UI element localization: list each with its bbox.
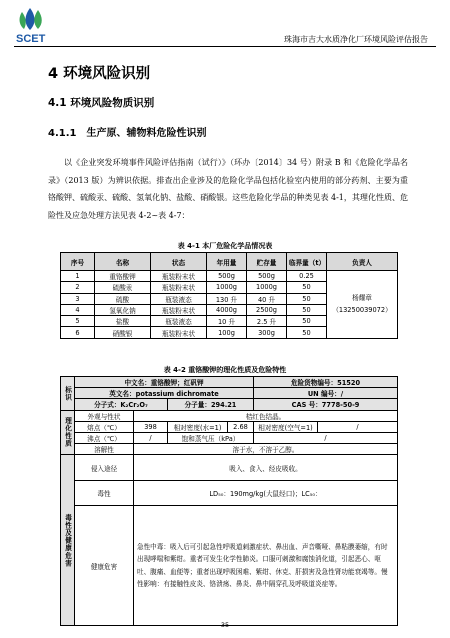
header-divider	[14, 46, 436, 47]
health-hazard-value: 急性中毒：吸入后可引起急性呼吸道刺激症状、鼻出血、声音嘶哑、鼻粘膜萎缩，有时出现哮喘和紫绀。重者可发生化学性肺炎。口服可刺激和腐蚀消化道，引起恶心、呕吐、腹痛、血便等；重者出现呼吸困难、紫绀、休克、肝损害及急性肾功能衰竭等。慢性影响：有接触性皮炎、铬溃疡、鼻炎、鼻中隔穿孔及呼吸道炎症等。	[134, 506, 398, 626]
responsible-phone: （13250039072）	[332, 306, 392, 315]
section-label-toxicity: 毒性及健康危害	[61, 455, 75, 626]
table-cell: 6	[61, 327, 95, 338]
table-cell: 2.5 升	[247, 316, 287, 327]
density-label: 相对密度(水=1)	[168, 421, 228, 432]
table-cell: 瓶装液态	[151, 293, 207, 304]
table1-caption: 表 4-1 本厂危险化学品情况表	[177, 242, 273, 250]
subsection-number: 4.1.1	[48, 128, 77, 139]
table-cell: 重铬酸钾	[95, 271, 151, 282]
section-label-physical: 理化性质	[61, 410, 75, 455]
table-cell: 500g	[247, 271, 287, 282]
table-cell: 1	[61, 271, 95, 282]
melting-point-value: 398	[134, 421, 168, 432]
table-cell: 氢氧化钠	[95, 304, 151, 315]
table-cell: 1000g	[247, 282, 287, 293]
table-cell: 瓶装粉末状	[151, 271, 207, 282]
responsible-name: 杨耀章	[352, 294, 372, 303]
melting-point-label: 熔点（℃）	[75, 421, 134, 432]
table-cell: 硫酸	[95, 293, 151, 304]
section-label-identification: 标识	[61, 377, 75, 411]
vapor-density-label: 相对密度(空气=1)	[254, 421, 318, 432]
table-cell: 1000g	[207, 282, 247, 293]
vapor-pressure-label: 饱和蒸气压（kPa）	[168, 432, 254, 443]
solubility-value: 溶于水，不溶于乙醇。	[134, 444, 398, 455]
table-cell: 50	[287, 293, 327, 304]
appearance-label: 外观与性状	[75, 410, 134, 421]
table-cell: 500g	[207, 271, 247, 282]
boiling-point-label: 沸点（℃）	[75, 432, 134, 443]
molecular-weight-cell: 分子量：294.21	[168, 399, 254, 410]
subsection-heading	[48, 124, 206, 139]
table-cell: 2	[61, 282, 95, 293]
toxicity-value: LD₅₀：190mg/kg(大鼠经口)；LC₅₀：	[134, 480, 398, 506]
table-cell: 硫酸汞	[95, 282, 151, 293]
body-paragraph: 以《企业突发环境事件风险评估指南（试行）》（环办〔2014〕34 号）附录 B 和《危险化学品名录》（2013 版）为辨识依据。排查出企业涉及的危险化学品包括化验室内使用的部分药剂、主要为重铬酸钾、硫酸汞、硫酸、氢氧化钠、盐酸、硝酸银。这些危险化学品的种类见表 4-1，其理化性质、危险性及应急处理方法见表 4-2~表 4-7：	[48, 158, 408, 220]
boiling-point-value: /	[134, 432, 168, 443]
route-label: 侵入途径	[75, 455, 134, 481]
header-title: 珠海市吉大水质净化厂环境风险评估报告	[284, 35, 428, 44]
formula-cell: 分子式：K₂Cr₂O₇	[75, 399, 168, 410]
table-row	[61, 480, 398, 506]
table-cell: 4	[61, 304, 95, 315]
potassium-dichromate-properties-table	[60, 376, 398, 626]
table-row	[61, 399, 398, 410]
chapter-heading: 4 环境风险识别	[48, 66, 151, 82]
col-header: 状态	[151, 253, 207, 271]
col-header: 负责人	[327, 253, 398, 271]
table-cell: 50	[287, 282, 327, 293]
table-cell: 瓶装粉末状	[151, 327, 207, 338]
hazardous-chemicals-table	[60, 252, 398, 339]
section-heading: 4.1 环境风险物质识别	[48, 97, 155, 109]
dangerous-goods-number-cell: 危险货物编号：51520	[254, 377, 398, 388]
table-row	[61, 421, 398, 432]
page-number: 35	[220, 621, 230, 629]
table-cell: 硝酸银	[95, 327, 151, 338]
table-cell: 100g	[207, 327, 247, 338]
col-header: 名称	[95, 253, 151, 271]
table-row	[61, 271, 398, 282]
table-row	[61, 455, 398, 481]
table-cell: 0.25	[287, 271, 327, 282]
col-header: 临界量（t）	[287, 253, 327, 271]
table-cell: 50	[287, 316, 327, 327]
responsible-person-cell	[327, 271, 398, 339]
table-cell: 2500g	[247, 304, 287, 315]
table-header-row	[61, 253, 398, 271]
table-cell: 4000g	[207, 304, 247, 315]
table-cell: 瓶装粉末状	[151, 304, 207, 315]
table-row	[61, 444, 398, 455]
table-cell: 300g	[247, 327, 287, 338]
appearance-value: 桔红色结晶。	[134, 410, 398, 421]
table-cell: 瓶装液态	[151, 316, 207, 327]
route-value: 吸入、食入、经皮吸收。	[134, 455, 398, 481]
table-cell: 40 升	[247, 293, 287, 304]
subsection-title: 生产原、辅物料危险性识别	[86, 128, 207, 139]
table-cell: 3	[61, 293, 95, 304]
vapor-pressure-value: /	[254, 432, 398, 443]
col-header: 序号	[61, 253, 95, 271]
col-header: 年用量	[207, 253, 247, 271]
toxicity-label: 毒性	[75, 480, 134, 506]
vapor-density-value: /	[318, 421, 398, 432]
table-cell: 50	[287, 327, 327, 338]
table-cell: 5	[61, 316, 95, 327]
table-cell: 130 升	[207, 293, 247, 304]
density-value: 2.68	[228, 421, 254, 432]
chinese-name-cell: 中文名：重铬酸钾；红矾钾	[75, 377, 254, 388]
table-row	[61, 388, 398, 399]
table-cell: 50	[287, 304, 327, 315]
table-cell: 瓶装粉末状	[151, 282, 207, 293]
table-row	[61, 410, 398, 421]
table-cell: 10 升	[207, 316, 247, 327]
company-logo	[14, 6, 74, 46]
table2-caption: 表 4-2 重铬酸钾的理化性质及危险特性	[163, 366, 287, 374]
table-row	[61, 432, 398, 443]
col-header: 贮存量	[247, 253, 287, 271]
table-cell: 盐酸	[95, 316, 151, 327]
table-row	[61, 506, 398, 626]
table-row	[61, 377, 398, 388]
health-hazard-label: 健康危害	[75, 506, 134, 626]
logo-text: SCET	[16, 33, 46, 45]
english-name-cell: 英文名：potassium dichromate	[75, 388, 254, 399]
solubility-label: 溶解性	[75, 444, 134, 455]
cas-number-cell: CAS 号：7778-50-9	[254, 399, 398, 410]
un-number-cell: UN 编号：/	[254, 388, 398, 399]
